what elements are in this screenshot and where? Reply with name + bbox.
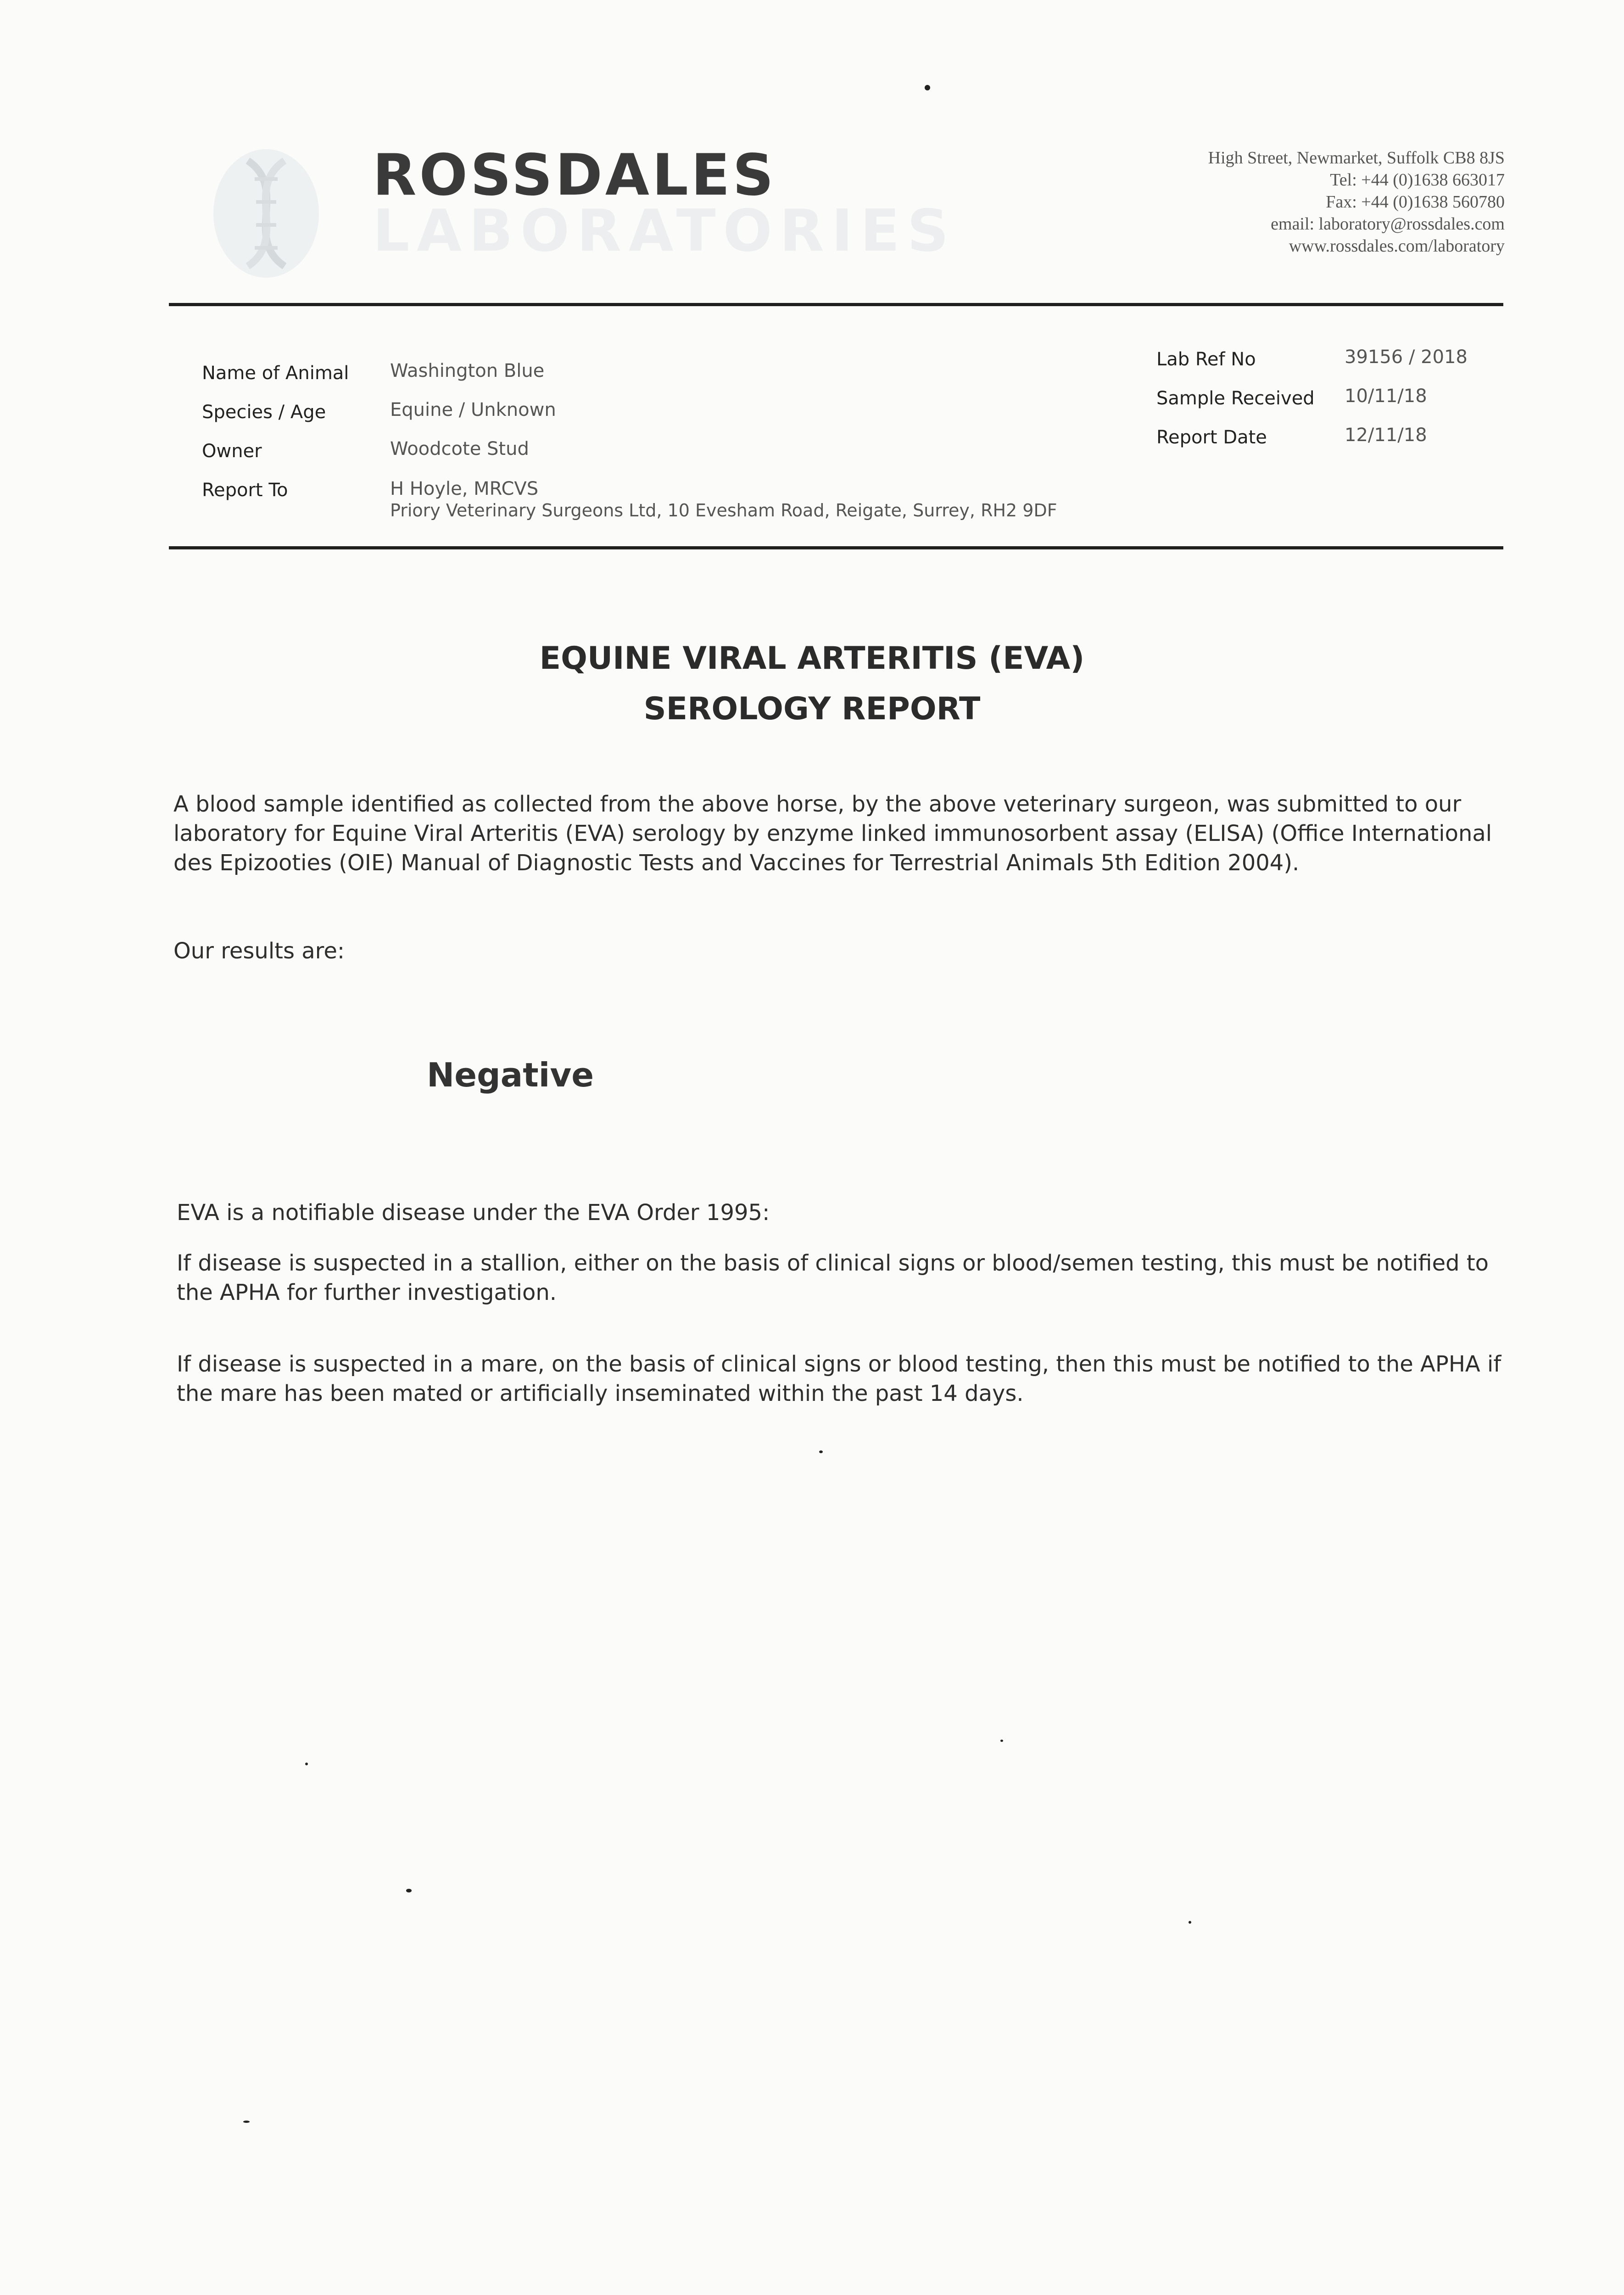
mare-note: If disease is suspected in a mare, on the basis of clinical signs or blood testing, then this must be notified to the APHA if the mare has been mated or artificially inseminated within the past 14 days. — [177, 1351, 1501, 1406]
species-age-label: Species / Age — [202, 402, 326, 423]
email[interactable]: email: laboratory@rossdales.com — [1271, 214, 1505, 234]
address: High Street, Newmarket, Suffolk CB8 8JS — [1208, 148, 1505, 168]
sample-received-label: Sample Received — [1156, 388, 1315, 409]
result-value: Negative — [427, 1056, 594, 1094]
report-date-value: 12/11/18 — [1345, 425, 1427, 446]
brand-subtitle: LABORATORIES — [373, 197, 956, 264]
fax: Fax: +44 (0)1638 560780 — [1326, 192, 1505, 212]
notifiable-note: EVA is a notifiable disease under the EVA Order 1995: — [177, 1200, 770, 1226]
name-of-animal-value: Washington Blue — [390, 360, 545, 381]
intro-paragraph: A blood sample identified as collected from the above horse, by the above veterinary surgeon, was submitted to our laboratory for Equine Viral Arteritis (EVA) serology by enzyme linked immunosorbent assay (ELISA) (Office International des Epizooties (OIE) Manual of Diagnostic Tests and Vaccines for Terrestrial Animals 5th Edition 2004). — [173, 791, 1492, 876]
lab-ref-value: 39156 / 2018 — [1345, 347, 1468, 368]
scan-speck — [925, 85, 930, 90]
scan-speck — [406, 1889, 412, 1892]
telephone: Tel: +44 (0)1638 663017 — [1330, 170, 1505, 190]
scan-speck — [819, 1450, 823, 1453]
scan-speck — [1189, 1921, 1191, 1924]
sample-received-value: 10/11/18 — [1345, 386, 1427, 407]
scan-speck — [305, 1763, 308, 1765]
owner-value: Woodcote Stud — [390, 438, 529, 459]
top-divider — [169, 303, 1503, 306]
brand-name: ROSSDALES — [373, 142, 776, 208]
report-to-name: H Hoyle, MRCVS — [390, 478, 539, 499]
report-to-address: Priory Veterinary Surgeons Ltd, 10 Evesham Road, Reigate, Surrey, RH2 9DF — [390, 500, 1057, 521]
scan-speck — [243, 2121, 250, 2123]
species-age-value: Equine / Unknown — [390, 399, 556, 420]
dna-logo-icon — [211, 147, 321, 280]
stallion-note: If disease is suspected in a stallion, either on the basis of clinical signs or blood/semen testing, this must be notified to the APHA for further investigation. — [177, 1250, 1489, 1305]
results-intro: Our results are: — [173, 938, 345, 964]
contact-block — [1208, 147, 1505, 257]
report-title-line-1: EQUINE VIRAL ARTERITIS (EVA) — [539, 640, 1085, 677]
scan-speck — [1000, 1740, 1003, 1742]
report-title — [0, 633, 1624, 734]
report-title-line-2: SEROLOGY REPORT — [643, 691, 981, 727]
owner-label: Owner — [202, 441, 262, 462]
lab-ref-label: Lab Ref No — [1156, 349, 1256, 370]
report-date-label: Report Date — [1156, 427, 1267, 448]
bottom-divider — [169, 546, 1503, 549]
website[interactable]: www.rossdales.com/laboratory — [1289, 236, 1505, 256]
name-of-animal-label: Name of Animal — [202, 363, 349, 384]
report-to-label: Report To — [202, 480, 288, 501]
